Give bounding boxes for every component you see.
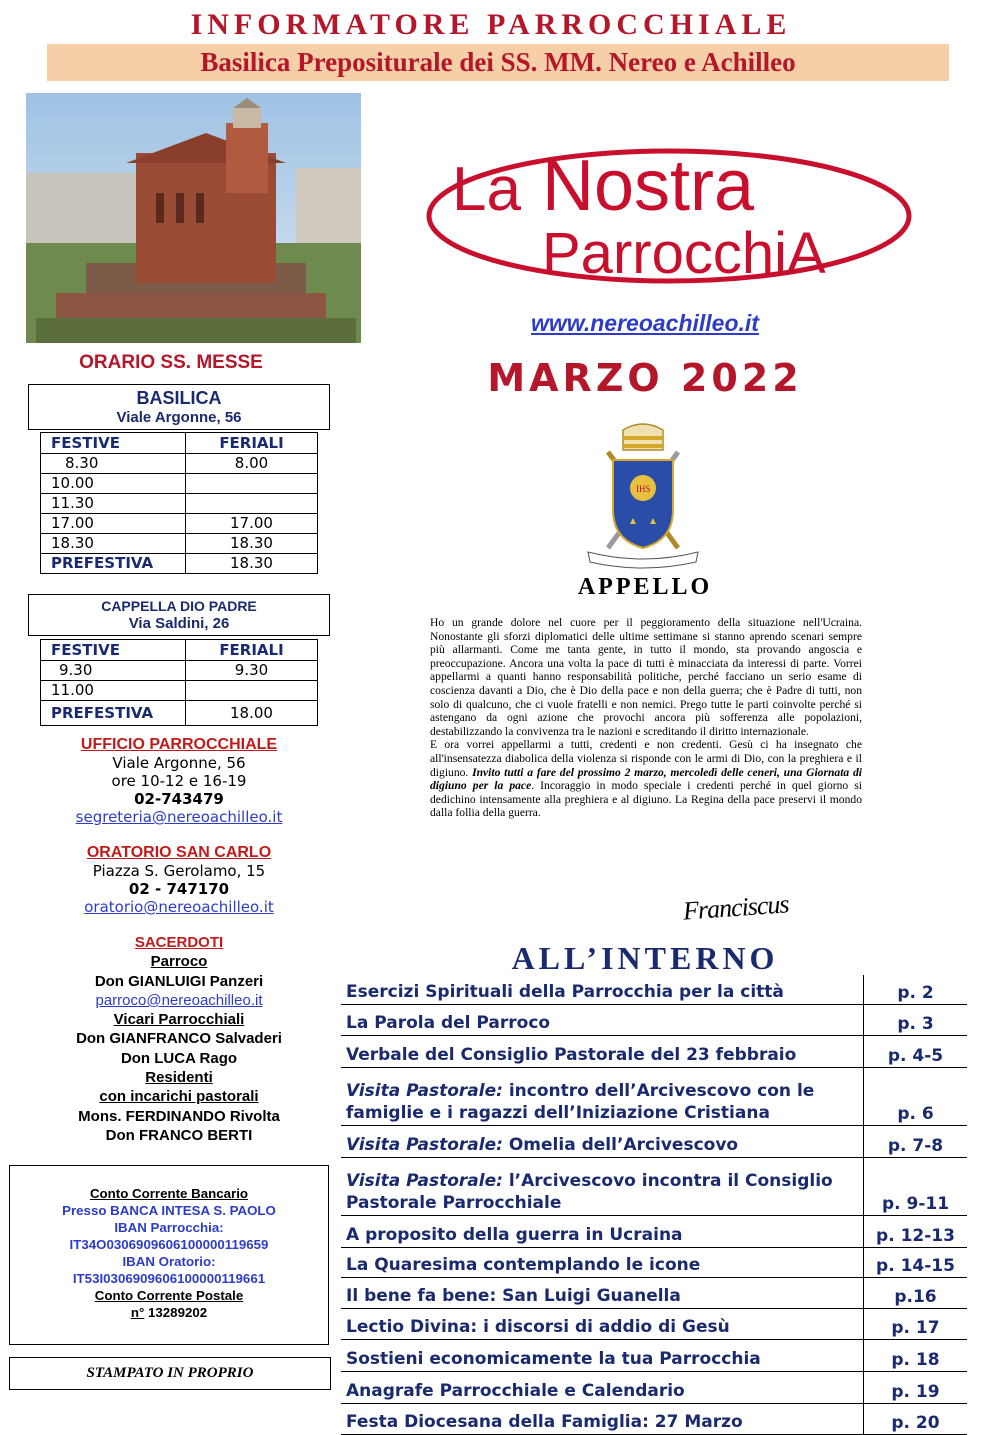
appello-text xyxy=(430,616,862,820)
list-item[interactable] xyxy=(341,1036,967,1068)
contents-item-page: p. 18 xyxy=(864,1340,968,1372)
appello-paragraph-1: Ho un grande dolore nel cuore per il peggioramento della situazione nell'Ucraina. Nonostante gli sforzi diplomatici delle ultime settimane si stanno aprendo scenari sempre più allarmanti. Come me tanta gente, in tutto il mondo, sta provando angoscia e preoccupazione. Ancora una volta la pace di tutti è minacciata da interessi di parte. Vorrei appellarmi a quanti hanno responsabilità politiche, perché facciano un serio esame di coscienza davanti a Dio, che è Dio della pace e non della guerra; che è Padre di tutti, non solo di qualcuno, che ci vuole fratelli e non nemici. Prego tutte le parti coinvolte perché si astengano da ogni azione che provochi ancora più sofferenza alle popolazioni, destabilizzando la convivenza tra le nazioni e screditando il diritto internazionale. xyxy=(430,616,862,738)
basilica-prefestiva-time: 18.30 xyxy=(186,554,318,574)
cappella-address: Via Saldini, 26 xyxy=(128,615,230,632)
contents-item-text: Sostieni economicamente la tua Parrocchia xyxy=(346,1349,761,1369)
table-row xyxy=(41,494,318,514)
contents-heading: ALL’INTERNO xyxy=(511,940,779,976)
basilica-feriali-header: FERIALI xyxy=(186,433,318,454)
table-row xyxy=(41,474,318,494)
contents-item-title xyxy=(341,975,864,1005)
bank-title: Conto Corrente Bancario xyxy=(89,1186,249,1201)
contents-item-title xyxy=(341,1404,864,1435)
contents-table xyxy=(341,975,967,1435)
contents-item-page: p. 9-11 xyxy=(864,1158,968,1216)
basilica-name: BASILICA xyxy=(136,388,222,408)
postal-prefix: n° xyxy=(130,1305,145,1320)
basilica-feriali-time: 17.00 xyxy=(186,514,318,534)
table-row xyxy=(41,534,318,554)
issue-month: MARZO 2022 xyxy=(487,356,803,400)
contents-item-page: p. 3 xyxy=(864,1005,968,1036)
pope-signature: Franciscus xyxy=(682,889,790,926)
basilica-festive-time: 8.30 xyxy=(41,454,186,474)
contents-item-title xyxy=(341,1309,864,1340)
cappella-name: CAPPELLA DIO PADRE xyxy=(101,598,257,614)
contents-item-page: p. 12-13 xyxy=(864,1216,968,1248)
svg-text:La: La xyxy=(452,155,521,224)
list-item[interactable] xyxy=(341,1340,967,1372)
contents-item-prefix: Visita Pastorale: xyxy=(346,1081,503,1101)
papal-coat-of-arms xyxy=(578,420,708,570)
contents-item-title xyxy=(341,1340,864,1372)
cappella-schedule-table xyxy=(40,639,318,726)
oratorio-email[interactable]: oratorio@nereoachilleo.it xyxy=(84,898,274,916)
ufficio-hours: ore 10-12 e 16-19 xyxy=(111,772,247,790)
contents-item-page: p. 19 xyxy=(864,1372,968,1404)
residente-2: Don FRANCO BERTI xyxy=(105,1126,253,1144)
contents-item-title xyxy=(341,1068,864,1126)
residenti-sublabel: con incarichi pastorali xyxy=(99,1088,259,1106)
postal-number: 13289202 xyxy=(144,1305,208,1320)
basilica-photo xyxy=(26,93,361,343)
contents-item-title xyxy=(341,1372,864,1404)
contents-item-text: Anagrafe Parrocchiale e Calendario xyxy=(346,1381,685,1401)
newsletter-title: INFORMATORE PARROCCHIALE xyxy=(190,8,792,41)
basilica-festive-time: 10.00 xyxy=(41,474,186,494)
table-row xyxy=(41,661,318,681)
contents-item-page: p. 4-5 xyxy=(864,1036,968,1068)
contents-item-text: Verbale del Consiglio Pastorale del 23 febbraio xyxy=(346,1045,797,1065)
table-row xyxy=(41,681,318,701)
cappella-prefestiva-label: PREFESTIVA xyxy=(41,701,186,726)
basilica-festive-time: 11.30 xyxy=(41,494,186,514)
list-item[interactable] xyxy=(341,1404,967,1435)
bank-name: Presso BANCA INTESA S. PAOLO xyxy=(62,1203,276,1218)
contents-item-text: La Quaresima contemplando le icone xyxy=(346,1255,701,1275)
appello-paragraph-2-end: . Incoraggio in modo speciale i credenti perché in quel giorno si dedichino intensamente alla preghiera e al digiuno. La Regina della pace preservi il mondo dalla follia della guerra. xyxy=(430,779,862,820)
contents-item-prefix: Visita Pastorale: xyxy=(346,1171,503,1191)
list-item[interactable] xyxy=(341,1248,967,1278)
contents-item-text: Esercizi Spirituali della Parrocchia per la città xyxy=(346,982,784,1002)
list-item[interactable] xyxy=(341,1005,967,1036)
list-item[interactable] xyxy=(341,1068,967,1126)
contents-item-title xyxy=(341,1278,864,1309)
basilica-feriali-time xyxy=(186,474,318,494)
cappella-feriali-header: FERIALI xyxy=(186,640,318,661)
contents-item-page: p. 17 xyxy=(864,1309,968,1340)
iban-oratorio-label: IBAN Oratorio: xyxy=(122,1254,216,1269)
contents-item-page: p. 14-15 xyxy=(864,1248,968,1278)
contents-item-title xyxy=(341,1126,864,1158)
la-nostra-parrocchia-logo xyxy=(422,138,916,288)
contents-item-text: Festa Diocesana della Famiglia: 27 Marzo xyxy=(346,1412,743,1432)
basilica-festive-time: 18.30 xyxy=(41,534,186,554)
basilica-feriali-time xyxy=(186,494,318,514)
list-item[interactable] xyxy=(341,1216,967,1248)
contents-item-title xyxy=(341,1216,864,1248)
vicario-2: Don LUCA Rago xyxy=(120,1049,238,1067)
parroco-name: Don GIANLUIGI Panzeri xyxy=(94,972,264,990)
appello-paragraph-2-start: E ora vorrei appellarmi a tutti, credenti e non credenti. Gesù ci ha insegnato che all'insensatezza diabolica della violenza si risponde con le armi di Dio, con la preghiera e il digiuno. xyxy=(430,738,862,779)
contents-item-title xyxy=(341,1005,864,1036)
vicari-label: Vicari Parrocchiali xyxy=(113,1011,245,1029)
ufficio-email[interactable]: segreteria@nereoachilleo.it xyxy=(75,808,283,826)
list-item[interactable] xyxy=(341,1278,967,1309)
parroco-email[interactable]: parroco@nereoachilleo.it xyxy=(95,991,263,1009)
contents-item-text: Lectio Divina: i discorsi di addio di Gesù xyxy=(346,1317,730,1337)
contents-item-prefix: Visita Pastorale: xyxy=(346,1135,503,1155)
table-row xyxy=(41,701,318,726)
cappella-feriali-time xyxy=(186,681,318,701)
contents-item-page: p.16 xyxy=(864,1278,968,1309)
contents-item-text: l’Arcivescovo incontra il Consiglio Pastorale Parrocchiale xyxy=(346,1171,833,1213)
contents-item-text: A proposito della guerra in Ucraina xyxy=(346,1225,683,1245)
sacerdoti-heading: SACERDOTI xyxy=(134,934,224,951)
cappella-festive-time: 11.00 xyxy=(41,681,186,701)
postal-label: Conto Corrente Postale xyxy=(94,1288,244,1303)
appello-paragraph-2-bold: Invito tutti a fare del prossimo 2 marzo, mercoledì delle ceneri, una Giornata di digiuno per la pace xyxy=(430,765,862,793)
contents-item-text: incontro dell’Arcivescovo con le famiglie e i ragazzi dell’Iniziazione Cristiana xyxy=(346,1081,815,1123)
cappella-feriali-time: 9.30 xyxy=(186,661,318,681)
basilica-festive-time: 17.00 xyxy=(41,514,186,534)
iban-parrocchia: IT34O0306909606100000119659 xyxy=(69,1237,269,1252)
svg-text:ParrocchiA: ParrocchiA xyxy=(542,221,826,286)
basilica-address: Viale Argonne, 56 xyxy=(116,409,242,426)
cappella-festive-time: 9.30 xyxy=(41,661,186,681)
contents-item-text: Omelia dell’Arcivescovo xyxy=(502,1135,739,1155)
postal-account xyxy=(10,1304,328,1321)
contents-item-page: p. 6 xyxy=(864,1068,968,1126)
svg-text:IHS: IHS xyxy=(636,484,651,494)
contents-item-page: p. 20 xyxy=(864,1404,968,1435)
list-item[interactable] xyxy=(341,1309,967,1340)
table-row xyxy=(41,454,318,474)
appello-paragraph-2 xyxy=(430,738,862,820)
oratorio-heading: ORATORIO SAN CARLO xyxy=(86,844,272,861)
residenti-label: Residenti xyxy=(145,1069,213,1087)
cappella-festive-header: FESTIVE xyxy=(41,640,186,661)
basilica-feriali-time: 18.30 xyxy=(186,534,318,554)
svg-text:Nostra: Nostra xyxy=(542,146,755,226)
contents-item-title xyxy=(341,1036,864,1068)
table-row xyxy=(41,514,318,534)
ufficio-phone: 02-743479 xyxy=(134,790,224,808)
list-item[interactable] xyxy=(341,975,967,1005)
basilica-prefestiva-label: PREFESTIVA xyxy=(41,554,186,574)
appello-title: APPELLO xyxy=(577,574,713,600)
ufficio-heading: UFFICIO PARROCCHIALE xyxy=(80,736,278,753)
list-item[interactable] xyxy=(341,1158,967,1216)
ufficio-section xyxy=(20,736,338,826)
parroco-label: Parroco xyxy=(150,953,208,971)
cappella-header xyxy=(28,594,330,636)
oratorio-address: Piazza S. Gerolamo, 15 xyxy=(92,862,266,880)
basilica-header xyxy=(28,384,330,430)
table-row xyxy=(41,554,318,574)
contents-item-text: Il bene fa bene: San Luigi Guanella xyxy=(346,1286,681,1306)
ufficio-address: Viale Argonne, 56 xyxy=(112,754,246,772)
oratorio-phone: 02 - 747170 xyxy=(128,880,230,898)
contents-item-title xyxy=(341,1158,864,1216)
vicario-1: Don GIANFRANCO Salvaderi xyxy=(76,1030,282,1048)
basilica-schedule-table xyxy=(40,432,318,574)
website-link[interactable]: www.nereoachilleo.it xyxy=(531,310,759,336)
basilica-festive-header: FESTIVE xyxy=(41,433,186,454)
sacerdoti-section xyxy=(20,933,338,1145)
iban-parrocchia-label: IBAN Parrocchia: xyxy=(114,1220,224,1235)
contents-item-page: p. 2 xyxy=(864,975,968,1005)
oratorio-section xyxy=(20,844,338,916)
mass-schedule-heading: ORARIO SS. MESSE xyxy=(79,352,263,373)
residente-1: Mons. FERDINANDO Rivolta xyxy=(78,1107,280,1125)
contents-item-title xyxy=(341,1248,864,1278)
list-item[interactable] xyxy=(341,1372,967,1404)
contents-item-text: La Parola del Parroco xyxy=(346,1013,551,1033)
stampato-label: STAMPATO IN PROPRIO xyxy=(9,1357,331,1390)
iban-oratorio: IT53I0306909606100000119661 xyxy=(72,1271,266,1286)
basilica-subtitle: Basilica Prepositurale dei SS. MM. Nereo e Achilleo xyxy=(47,44,949,81)
cappella-prefestiva-time: 18.00 xyxy=(186,701,318,726)
list-item[interactable] xyxy=(341,1126,967,1158)
basilica-feriali-time: 8.00 xyxy=(186,454,318,474)
bank-info-box xyxy=(9,1165,329,1345)
contents-item-page: p. 7-8 xyxy=(864,1126,968,1158)
